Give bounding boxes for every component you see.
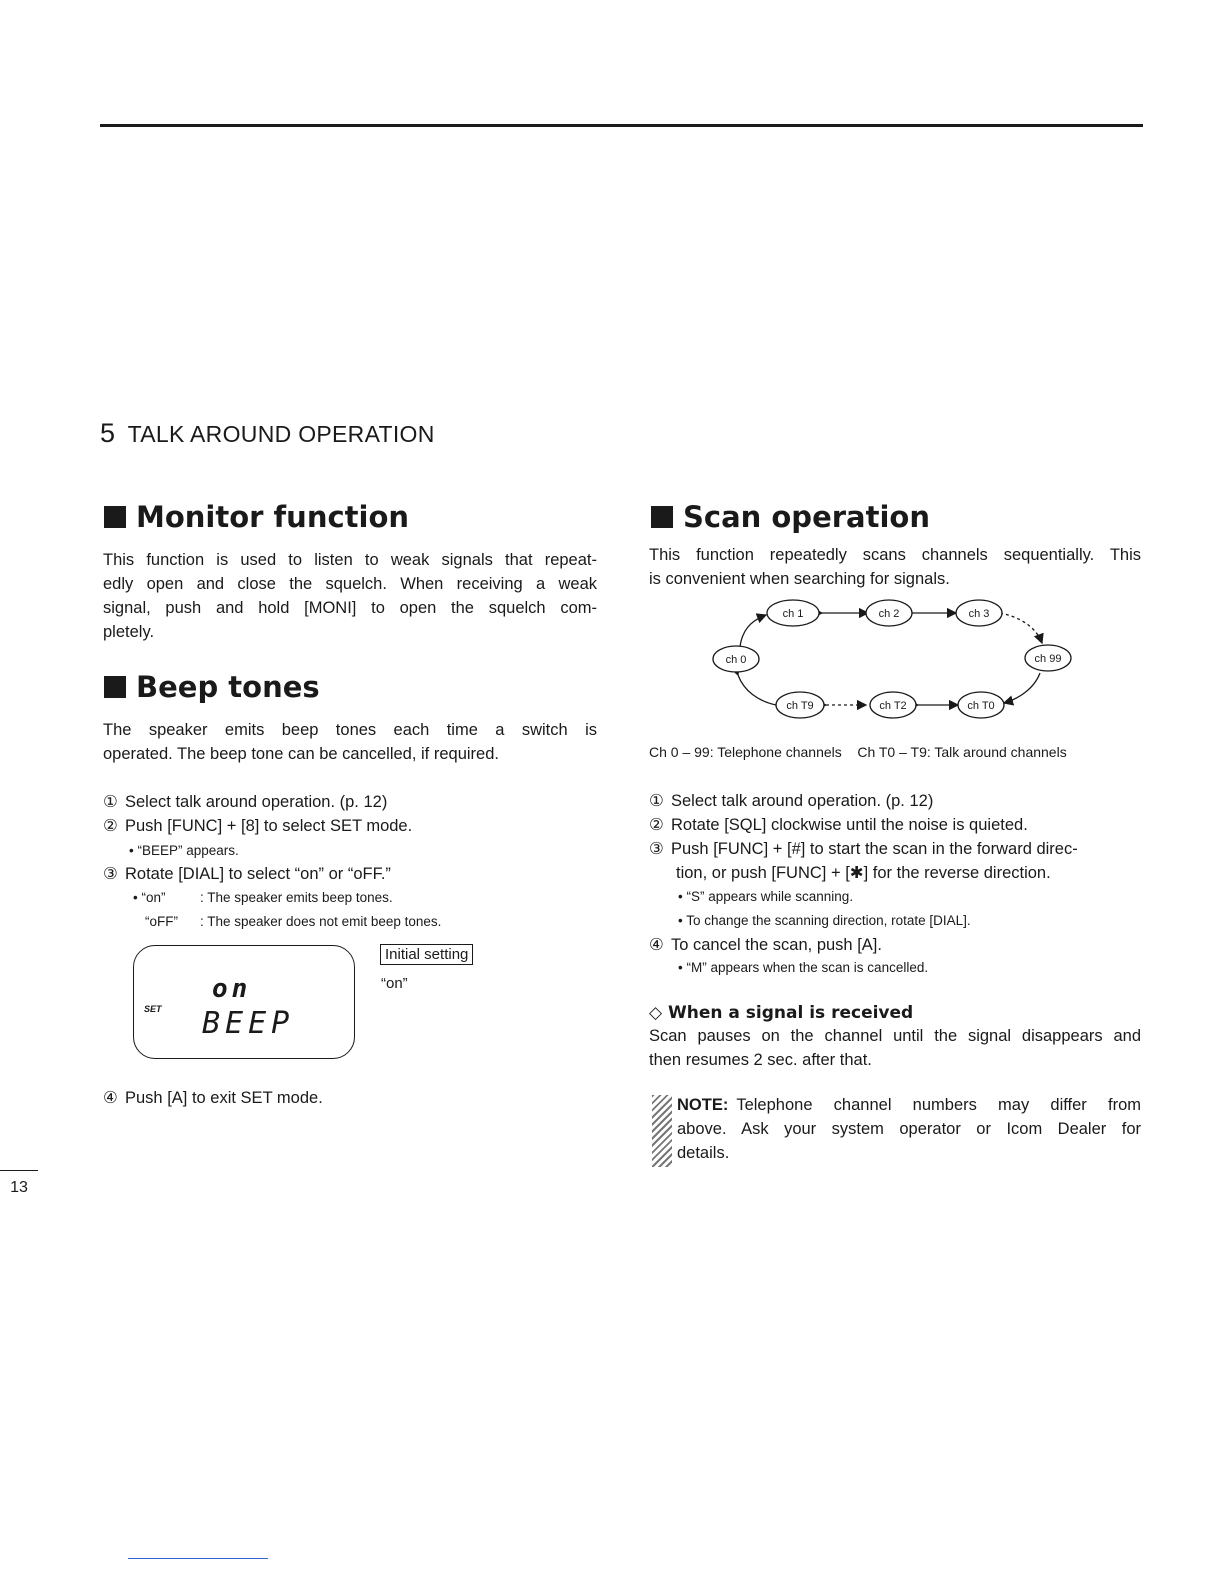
beep-step-3-off-label: “oFF” — [145, 914, 178, 929]
scan-heading — [651, 500, 930, 534]
beep-line-2: operated. The beep tone can be cancelled, if required. — [103, 745, 499, 763]
chapter-number: 5 — [100, 418, 116, 448]
scan-title: Scan operation — [683, 500, 930, 534]
scan-step-3: ③ Push [FUNC] + [#] to start the scan in the forward direc- — [649, 840, 1078, 858]
label-ch2: ch 2 — [878, 608, 900, 620]
monitor-paragraph — [103, 548, 597, 644]
arrow-ch0-ch1 — [740, 615, 766, 647]
signal-received-heading: ◇ When a signal is received — [649, 1003, 914, 1023]
page-number: 13 — [0, 1170, 38, 1197]
beep-step-3-on-label: • “on” — [133, 890, 166, 905]
monitor-line-4: pletely. — [103, 623, 155, 641]
beep-heading — [104, 670, 320, 704]
scan-step-3-note-2: • To change the scanning direction, rotate [DIAL]. — [678, 913, 971, 928]
beep-line-1: The speaker emits beep tones each time a switch is — [103, 721, 597, 739]
signal-received-paragraph — [649, 1024, 1141, 1072]
note-hatch-icon — [652, 1095, 672, 1167]
signal-line-1: Scan pauses on the channel until the signal disappears and — [649, 1027, 1141, 1045]
scan-diagram-caption: Ch 0 – 99: Telephone channels Ch T0 – T9: Talk around channels — [649, 744, 1067, 760]
heading-square-icon — [104, 676, 126, 698]
scan-step-4-note: • “M” appears when the scan is cancelled. — [678, 960, 929, 975]
arrow-ch99-chT0 — [1004, 673, 1040, 703]
note-line-1: Telephone channel numbers may differ from — [736, 1096, 1141, 1114]
beep-step-1: ① Select talk around operation. (p. 12) — [103, 793, 388, 811]
scan-step-3-cont: tion, or push [FUNC] + [✱] for the reverse direction. — [676, 864, 1051, 882]
header-rule — [100, 124, 1143, 127]
beep-step-3-off-text: : The speaker does not emit beep tones. — [200, 914, 442, 929]
label-chT9: ch T9 — [786, 700, 814, 712]
lcd-display — [133, 945, 355, 1059]
beep-step-2-note: • “BEEP” appears. — [129, 843, 239, 858]
bottom-link-line — [128, 1558, 268, 1559]
note-line-2: above. Ask your system operator or Icom Dealer for — [677, 1120, 1141, 1138]
monitor-line-2: edly open and close the squelch. When receiving a weak — [103, 575, 597, 593]
beep-step-2: ② Push [FUNC] + [8] to select SET mode. — [103, 817, 413, 835]
scan-paragraph — [649, 543, 1141, 591]
signal-line-2: then resumes 2 sec. after that. — [649, 1051, 872, 1069]
scan-step-1: ① Select talk around operation. (p. 12) — [649, 792, 934, 810]
chapter-heading — [100, 418, 435, 449]
monitor-title: Monitor function — [136, 500, 410, 534]
initial-setting-value: “on” — [381, 975, 408, 992]
note-block — [677, 1093, 1141, 1165]
scan-step-3-note-1: • “S” appears while scanning. — [678, 889, 854, 904]
beep-paragraph — [103, 718, 597, 766]
label-ch99: ch 99 — [1034, 653, 1062, 665]
label-chT0: ch T0 — [967, 700, 995, 712]
heading-square-icon — [651, 506, 673, 528]
initial-setting-box: Initial setting — [380, 944, 473, 965]
lcd-top-text: on — [212, 974, 252, 1004]
label-chT2: ch T2 — [879, 700, 907, 712]
beep-step-3: ③ Rotate [DIAL] to select “on” or “oFF.” — [103, 865, 391, 883]
scan-step-4: ④ To cancel the scan, push [A]. — [649, 936, 882, 954]
chapter-title: TALK AROUND OPERATION — [127, 421, 435, 447]
label-ch0: ch 0 — [725, 654, 747, 666]
lcd-set-indicator: SET — [144, 1004, 162, 1014]
monitor-line-1: This function is used to listen to weak signals that repeat- — [103, 551, 597, 569]
scan-step-2: ② Rotate [SQL] clockwise until the noise is quieted. — [649, 816, 1028, 834]
arrow-ch3-ch99 — [1000, 613, 1042, 643]
note-label: NOTE: — [677, 1096, 729, 1114]
beep-title: Beep tones — [136, 670, 320, 704]
monitor-heading — [104, 500, 409, 534]
label-ch1: ch 1 — [782, 608, 804, 620]
arrow-chT9-ch0 — [738, 675, 776, 705]
lcd-bottom-text: BEEP — [202, 1006, 295, 1041]
beep-step-3-on-text: : The speaker emits beep tones. — [200, 890, 393, 905]
scan-line-2: is convenient when searching for signals. — [649, 570, 950, 588]
note-line-3: details. — [677, 1144, 730, 1162]
monitor-line-3: signal, push and hold [MONI] to open the squelch com- — [103, 599, 597, 617]
heading-square-icon — [104, 506, 126, 528]
scan-line-1: This function repeatedly scans channels sequentially. This — [649, 546, 1141, 564]
label-ch3: ch 3 — [968, 608, 990, 620]
scan-diagram — [700, 595, 1090, 725]
beep-step-4: ④ Push [A] to exit SET mode. — [103, 1089, 323, 1107]
